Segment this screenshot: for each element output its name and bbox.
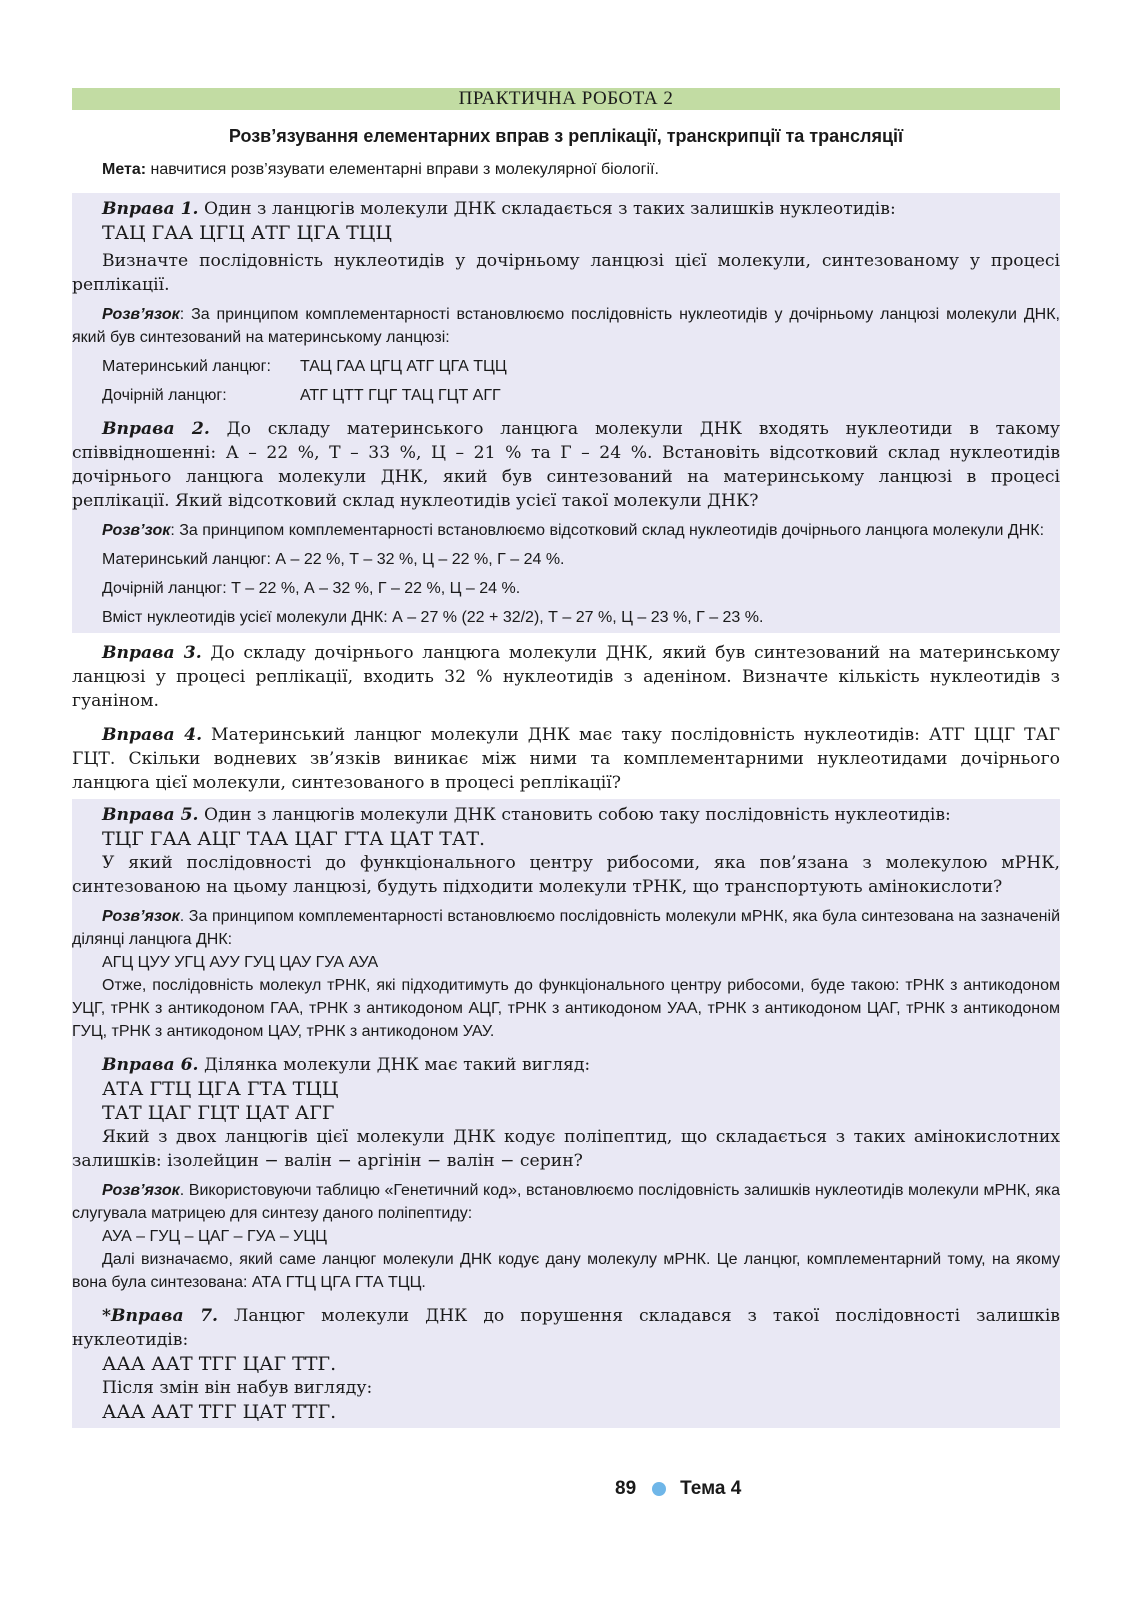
exercise-7-sequence-1: ААА ААТ ТГГ ЦАГ ТТГ. <box>102 1353 337 1375</box>
exercise-6-question: Який з двох ланцюгів цієї молекули ДНК кодує поліпептид, що складається з таких амінокислотних залишків: ізолейцин − валін − аргінін − валін − серин? <box>72 1127 1060 1171</box>
exercise-3-text: До складу дочірнього ланцюга молекули ДНК, який був синтезований на материнському ланцюзі у процесі реплікації, входить 32 % нуклеотидів з аденіном. Визначте кількість нуклеотидів з гуаніном. <box>72 643 1061 711</box>
exercise-6-sequence-1: АТА ГТЦ ЦГА ГТА ТЦЦ <box>102 1078 339 1100</box>
solution-line: Вміст нуклеотидів усієї молекули ДНК: А – 27 % (22 + 32/2), Т – 27 %, Ц – 23 %, Г – 23 %. <box>102 609 764 626</box>
solution-line: Дочірній ланцюг: Т – 22 %, А – 32 %, Г – 22 %, Ц – 24 %. <box>102 580 521 597</box>
exercise-3-4-block <box>72 633 1060 799</box>
exercise-7-sequence-2: ААА ААТ ТГГ ЦАТ ТТГ. <box>102 1401 337 1423</box>
exercise-5-label: Вправа 5. <box>102 805 199 825</box>
mother-chain-label: Материнський ланцюг: <box>102 358 271 375</box>
exercise-2 <box>72 417 1060 513</box>
exercise-6-solution <box>72 1179 1060 1294</box>
solution-text: . Використовуючи таблицю «Генетичний код», встановлюємо послідовність залишків нуклеотидів молекули мРНК, яка слугувала матрицею для синтезу даного поліпептиду: <box>72 1182 1060 1222</box>
exercise-5-7-block <box>72 799 1060 1428</box>
exercise-4-label: Вправа 4. <box>102 725 203 745</box>
exercise-1 <box>72 197 1060 297</box>
bullet-dot-icon <box>652 1482 666 1496</box>
solution-text: . За принципом комплементарності встановлюємо послідовність молекули мРНК, яка була синтезована на зазначеній ділянці ланцюга ДНК: <box>72 908 1060 948</box>
exercise-3-label: Вправа 3. <box>102 643 202 663</box>
solution-answer: Отже, послідовність молекул тРНК, які підходитимуть до функціонального центру рибосоми, буде такою: тРНК з антикодоном УЦГ, тРНК з антикодоном ГАА, тРНК з антикодоном АЦГ, тРНК з антикодоном УАА, тРНК з антикодоном ЦАГ, тРНК з антикодоном ГУЦ, тРНК з антикодоном ЦАУ, тРНК з антикодоном УАУ. <box>72 977 1060 1040</box>
exercise-4-text: Материнський ланцюг молекули ДНК має таку послідовність нуклеотидів: АТГ ЦЦГ ТАГ ГЦТ. Скільки водневих зв’язків виникає між ними та комплементарними нуклеотидами дочірнього ланцюга цієї молекули, синтезованого в процесі реплікації? <box>72 725 1061 793</box>
aim-line <box>102 161 1060 179</box>
daughter-chain-row <box>72 384 1060 407</box>
exercise-7-middle: Після змін він набув вигляду: <box>102 1378 373 1398</box>
solution-label: Розв’язок <box>102 908 180 925</box>
mrna-sequence: АУА – ГУЦ – ЦАГ – ГУА – УЦЦ <box>102 1228 327 1245</box>
exercise-4 <box>72 723 1060 795</box>
exercise-5-solution <box>72 905 1060 1043</box>
aim-label: Мета: <box>102 161 147 178</box>
mother-chain-row <box>72 355 1060 378</box>
page-number: 89 <box>615 1478 637 1499</box>
exercise-5-sequence: ТЦГ ГАА АЦГ ТАА ЦАГ ГТА ЦАТ ТАТ. <box>102 828 486 850</box>
exercise-2-solution <box>72 519 1060 629</box>
solution-text: : За принципом комплементарності встановлюємо послідовність нуклеотидів у дочірньому ланцюзі молекули ДНК, який був синтезований на материнському ланцюзі: <box>72 306 1060 346</box>
mother-chain: ТАЦ ГАА ЦГЦ АТГ ЦГА ТЦЦ <box>300 358 507 375</box>
page-footer <box>615 1478 741 1500</box>
solution-line: Материнський ланцюг: А – 22 %, Т – 32 %, Ц – 22 %, Г – 24 %. <box>102 551 565 568</box>
daughter-chain-label: Дочірній ланцюг: <box>102 387 227 404</box>
exercise-2-label: Вправа 2. <box>102 419 210 439</box>
exercise-1-solution <box>72 303 1060 407</box>
exercise-1-label: Вправа 1. <box>102 199 199 219</box>
aim-text: навчитися розв’язувати елементарні вправи з молекулярної біології. <box>146 161 659 178</box>
exercise-6-sequence-2: ТАТ ЦАГ ГЦТ ЦАТ АГГ <box>102 1102 335 1124</box>
practical-work-banner: ПРАКТИЧНА РОБОТА 2 <box>72 88 1060 110</box>
exercise-5 <box>72 803 1060 899</box>
solution-label: Розв’язок <box>102 1182 180 1199</box>
exercise-1-text: Один з ланцюгів молекули ДНК складається з таких залишків нуклеотидів: <box>198 199 896 219</box>
solution-label: Розв’язок <box>102 306 180 323</box>
exercise-7-label: *Вправа 7. <box>102 1306 219 1326</box>
exercise-5-question: У який послідовності до функціонального центру рибосоми, яка пов’язана з молекулою мРНК, синтезованою на цьому ланцюзі, будуть підходити молекули тРНК, що транспортують амінокислоти? <box>72 853 1060 897</box>
exercise-2-text: До складу материнського ланцюга молекули ДНК входять нуклеотиди в такому співвідношенні: А – 22 %, Т – 33 %, Ц – 21 % та Г – 24 %. Встановіть відсотковий склад нуклеотидів дочірнього ланцюга молекули ДНК, який був синтезований на материнському ланцюзі в процесі реплікації. Який відсотковий склад нуклеотидів усієї такої молекули ДНК? <box>72 419 1060 511</box>
page <box>72 88 1060 1428</box>
page-subtitle: Розв’язування елементарних вправ з реплікації, транскрипції та трансляції <box>228 126 904 146</box>
solution-text: : За принципом комплементарності встановлюємо відсотковий склад нуклеотидів дочірнього ланцюга молекули ДНК: <box>170 522 1045 539</box>
exercise-6-label: Вправа 6. <box>102 1055 199 1075</box>
daughter-chain: АТГ ЦТТ ГЦГ ТАЦ ГЦТ АГГ <box>300 387 501 404</box>
solution-label: Розв’зок <box>102 522 171 539</box>
exercise-5-text: Один з ланцюгів молекули ДНК становить собою таку послідовність нуклеотидів: <box>198 805 951 825</box>
solution-answer: Далі визначаємо, який саме ланцюг молекули ДНК кодує дану молекулу мРНК. Це ланцюг, комплементарний тому, на якому вона була синтезована: АТА ГТЦ ЦГА ГТА ТЦЦ. <box>72 1251 1060 1291</box>
exercise-6-text: Ділянка молекули ДНК має такий вигляд: <box>198 1055 591 1075</box>
exercise-6 <box>72 1053 1060 1173</box>
exercise-1-sequence: ТАЦ ГАА ЦГЦ АТГ ЦГА ТЦЦ <box>102 222 392 244</box>
topic-label: Тема 4 <box>680 1478 742 1499</box>
exercise-3 <box>72 641 1060 713</box>
exercise-1-question: Визначте послідовність нуклеотидів у дочірньому ланцюзі цієї молекули, синтезованому у процесі реплікації. <box>72 251 1060 295</box>
exercise-1-2-block <box>72 193 1060 633</box>
exercise-7-text: Ланцюг молекули ДНК до порушення складався з такої послідовності залишків нуклеотидів: <box>72 1306 1060 1350</box>
exercise-7 <box>72 1304 1060 1424</box>
mrna-sequence: АГЦ ЦУУ УГЦ АУУ ГУЦ ЦАУ ГУА АУА <box>102 954 379 971</box>
